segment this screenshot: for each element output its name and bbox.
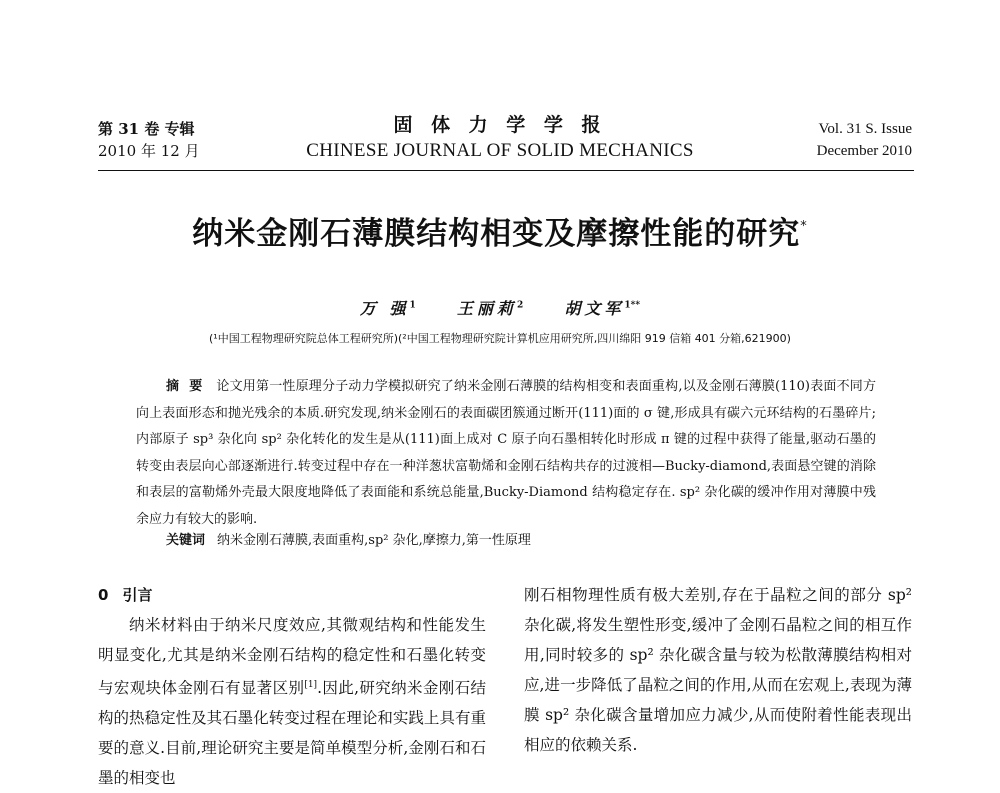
body-text: 纳米材料由于纳米尺度效应,其微观结构和性能发生明显变化,尤其是纳米金刚石结构的稳定性和石墨化转变与宏观块体金刚石有显著区别 xyxy=(98,616,486,698)
citation-mark: [1] xyxy=(304,680,318,690)
body-paragraph xyxy=(98,610,486,793)
paper-title-text: 纳米金刚石薄膜结构相变及摩擦性能的研究 xyxy=(192,216,801,252)
journal-name-zh: 固 体 力 学 学 报 xyxy=(393,114,607,136)
body-paragraph: 刚石相物理性质有极大差别,存在于晶粒之间的部分 sp² 杂化碳,将发生塑性形变,缓冲了金刚石晶粒之间的相互作用,同时较多的 sp² 杂化碳含量与较为松散薄膜结构相对应,进一步降低了晶粒之间的作用,从而在宏观上,表现为薄膜 sp² 杂化碳含量增加应力减少,从而使附着性能表现出相应的依赖关系. xyxy=(524,586,912,754)
author-affil-mark: 2 xyxy=(516,300,524,311)
section-number: 0 xyxy=(98,586,109,604)
keywords xyxy=(166,531,876,551)
author-affil-mark: 1** xyxy=(624,300,641,311)
title-footnote-mark: * xyxy=(800,219,808,234)
header-vol-en: Vol. 31 S. Issue xyxy=(818,121,912,137)
header-issue-info xyxy=(817,118,912,162)
author-name: 胡文军 xyxy=(564,299,625,318)
keywords-label: 关键词 xyxy=(166,533,206,548)
abstract-text: 论文用第一性原理分子动力学模拟研究了纳米金刚石薄膜的结构相变和表面重构,以及金刚石薄膜(110)表面不同方向上表面形态和抛光残余的本质.研究发现,纳米金刚石的表面碳团簇通过断开(111)面的 σ 键,形成具有碳六元环结构的石墨碎片;内部原子 sp³ 杂化向 sp² 杂化转化的发生是从(111)面上成对 C 原子向石墨相转化时形成 π 键的过程中获得了能量,驱动石墨的转变由表层向心部逐渐进行.转变过程中存在一种洋葱状富勒烯和金刚石结构共存的过渡相—Bucky-diamond,表面悬空键的消除和表层的富勒烯外壳最大限度地降低了表面能和系统总能量,Bucky-Diamond 结构稳定存在. sp² 杂化碳的缓冲作用对薄膜中残余应力有较大的影响. xyxy=(136,379,876,527)
body-column-right xyxy=(524,580,912,760)
header-date-en: December 2010 xyxy=(816,143,912,159)
header-date-zh: 2010 年 12 月 xyxy=(98,142,200,160)
author-list xyxy=(0,296,1000,319)
section-heading xyxy=(98,580,486,610)
abstract-label: 摘要 xyxy=(166,379,213,394)
header-rule xyxy=(98,170,914,171)
affiliation: (¹中国工程物理研究院总体工程研究所)(²中国工程物理研究院计算机应用研究所,四川绵阳 919 信箱 401 分箱,621900) xyxy=(209,332,791,345)
header-volume: 第 31 卷 专辑 xyxy=(98,120,195,138)
author-name: 王丽莉 xyxy=(456,299,517,318)
keywords-text: 纳米金刚石薄膜,表面重构,sp² 杂化,摩擦力,第一性原理 xyxy=(217,533,531,548)
body-column-left xyxy=(98,580,486,793)
paper-title xyxy=(0,208,1000,253)
abstract xyxy=(136,374,876,533)
author-affil-mark: 1 xyxy=(409,300,416,311)
body-text-cont: .因此,研究纳米金刚石结构的热稳定性及其石墨化转变过程在理论和实践上具有重要的意义.目前,理论研究主要是简单模型分析,金刚石和石墨的相变也 xyxy=(98,679,486,788)
section-title: 引言 xyxy=(122,586,153,604)
journal-name-en: CHINESE JOURNAL OF SOLID MECHANICS xyxy=(306,140,694,161)
author-name: 万 强 xyxy=(359,299,410,318)
